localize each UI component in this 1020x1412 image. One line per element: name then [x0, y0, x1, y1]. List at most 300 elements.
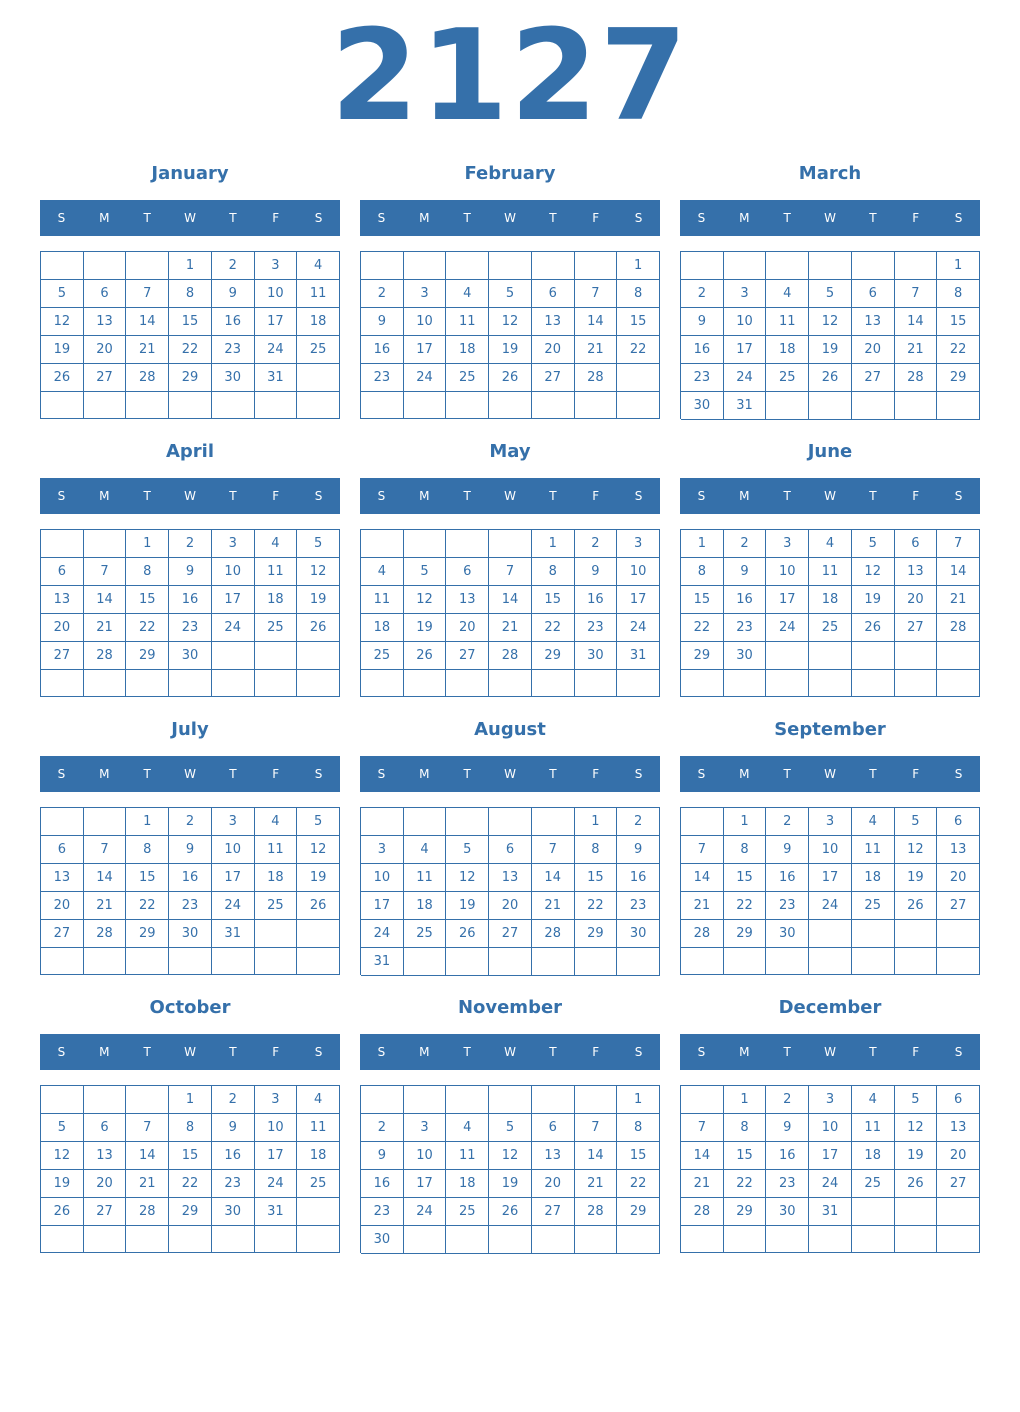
weekday-label: W	[824, 489, 836, 503]
month-june	[680, 440, 980, 700]
day-cell: 17	[809, 1142, 852, 1170]
day-cell: 6	[937, 808, 980, 836]
month-december	[680, 996, 980, 1256]
day-cell: 24	[809, 1170, 852, 1198]
day-cell: 15	[724, 864, 767, 892]
day-cell: 27	[937, 892, 980, 920]
day-cell: 28	[126, 364, 169, 392]
weekday-label: S	[634, 1045, 643, 1059]
day-cell: 15	[681, 586, 724, 614]
weekday-label: F	[272, 767, 280, 781]
day-cell: 4	[361, 558, 404, 586]
day-cell: 21	[681, 1170, 724, 1198]
empty-day-cell	[895, 392, 938, 420]
empty-day-cell	[575, 252, 618, 280]
day-cell: 9	[766, 836, 809, 864]
day-cell: 10	[809, 1114, 852, 1142]
empty-day-cell	[937, 948, 980, 975]
day-cell: 25	[446, 1198, 489, 1226]
day-cell: 26	[895, 1170, 938, 1198]
weekday-label: F	[272, 1045, 280, 1059]
day-cell: 12	[852, 558, 895, 586]
day-cell: 4	[297, 252, 340, 280]
weekday-header	[680, 756, 980, 792]
day-cell: 13	[489, 864, 532, 892]
day-cell: 21	[84, 614, 127, 642]
day-cell: 24	[255, 1170, 298, 1198]
day-cell: 30	[575, 642, 618, 670]
day-cell: 23	[361, 364, 404, 392]
weekday-label: T	[783, 767, 791, 781]
weekday-label: T	[229, 1045, 237, 1059]
day-cell: 30	[617, 920, 660, 948]
day-cell: 2	[766, 808, 809, 836]
empty-day-cell	[404, 808, 447, 836]
day-cell: 26	[852, 614, 895, 642]
weekday-label: M	[739, 489, 750, 503]
weekday-label: S	[697, 489, 706, 503]
empty-day-cell	[532, 670, 575, 697]
day-cell: 3	[361, 836, 404, 864]
day-cell: 21	[575, 1170, 618, 1198]
day-cell: 31	[255, 1198, 298, 1226]
day-cell: 27	[84, 364, 127, 392]
day-cell: 3	[724, 280, 767, 308]
day-cell: 29	[126, 920, 169, 948]
weekday-label: T	[229, 211, 237, 225]
day-cell: 14	[575, 1142, 618, 1170]
day-cell: 3	[212, 530, 255, 558]
empty-day-cell	[41, 530, 84, 558]
day-cell: 9	[212, 280, 255, 308]
empty-day-cell	[575, 392, 618, 419]
day-cell: 16	[766, 864, 809, 892]
day-cell: 26	[297, 892, 340, 920]
empty-day-cell	[297, 392, 340, 419]
weekday-header	[40, 200, 340, 236]
day-cell: 7	[126, 280, 169, 308]
empty-day-cell	[617, 364, 660, 392]
day-cell: 14	[895, 308, 938, 336]
empty-day-cell	[937, 920, 980, 948]
empty-day-cell	[297, 642, 340, 670]
day-cell: 12	[297, 836, 340, 864]
day-cell: 16	[361, 1170, 404, 1198]
day-cell: 8	[617, 1114, 660, 1142]
day-cell: 5	[895, 808, 938, 836]
weekday-label: M	[739, 211, 750, 225]
empty-day-cell	[489, 948, 532, 976]
day-cell: 24	[766, 614, 809, 642]
empty-day-cell	[852, 920, 895, 948]
weekday-label: S	[314, 489, 323, 503]
empty-day-cell	[361, 808, 404, 836]
day-cell: 12	[489, 1142, 532, 1170]
day-cell: 17	[404, 336, 447, 364]
day-cell: 17	[617, 586, 660, 614]
empty-day-cell	[575, 670, 618, 697]
weekday-label: T	[869, 767, 877, 781]
day-cell: 25	[297, 336, 340, 364]
day-cell: 17	[404, 1170, 447, 1198]
day-cell: 12	[809, 308, 852, 336]
empty-day-cell	[532, 1226, 575, 1254]
empty-day-cell	[895, 642, 938, 670]
weekday-header	[360, 756, 660, 792]
month-february	[360, 162, 660, 422]
day-cell: 16	[361, 336, 404, 364]
weekday-label: T	[869, 211, 877, 225]
empty-day-cell	[255, 948, 298, 975]
day-cell: 3	[404, 1114, 447, 1142]
month-name: December	[778, 997, 882, 1018]
weekday-label: S	[697, 1045, 706, 1059]
day-cell: 13	[41, 864, 84, 892]
day-cell: 14	[126, 308, 169, 336]
empty-day-cell	[446, 1226, 489, 1254]
empty-day-cell	[212, 642, 255, 670]
empty-day-cell	[212, 1226, 255, 1253]
month-name: June	[807, 441, 853, 462]
day-cell: 7	[937, 530, 980, 558]
empty-day-cell	[489, 670, 532, 697]
day-cell: 25	[809, 614, 852, 642]
day-cell: 31	[617, 642, 660, 670]
weekday-header	[360, 1034, 660, 1070]
day-cell: 11	[297, 280, 340, 308]
empty-day-cell	[41, 252, 84, 280]
day-cell: 19	[895, 864, 938, 892]
day-cell: 4	[297, 1086, 340, 1114]
day-cell: 20	[895, 586, 938, 614]
day-cell: 25	[255, 614, 298, 642]
empty-day-cell	[532, 392, 575, 419]
day-cell: 14	[126, 1142, 169, 1170]
empty-day-cell	[212, 670, 255, 697]
day-cell: 3	[809, 1086, 852, 1114]
day-cell: 1	[126, 808, 169, 836]
day-cell: 7	[575, 280, 618, 308]
day-cell: 3	[212, 808, 255, 836]
day-cell: 1	[532, 530, 575, 558]
day-cell: 5	[404, 558, 447, 586]
day-cell: 24	[404, 364, 447, 392]
empty-day-cell	[809, 1226, 852, 1253]
day-cell: 28	[575, 1198, 618, 1226]
month-name: January	[151, 163, 229, 184]
day-cell: 10	[809, 836, 852, 864]
day-cell: 6	[532, 1114, 575, 1142]
day-cell: 25	[852, 892, 895, 920]
empty-day-cell	[766, 670, 809, 697]
month-name: November	[457, 997, 563, 1018]
day-cell: 23	[724, 614, 767, 642]
empty-day-cell	[404, 530, 447, 558]
day-cell: 20	[41, 614, 84, 642]
day-cell: 27	[532, 364, 575, 392]
day-cell: 11	[404, 864, 447, 892]
weekday-label: T	[143, 489, 151, 503]
day-cell: 21	[532, 892, 575, 920]
empty-day-cell	[41, 948, 84, 975]
day-cell: 15	[532, 586, 575, 614]
empty-day-cell	[297, 1226, 340, 1253]
day-cell: 25	[446, 364, 489, 392]
day-cell: 8	[724, 836, 767, 864]
day-cell: 6	[84, 280, 127, 308]
empty-day-cell	[724, 948, 767, 975]
day-cell: 17	[212, 864, 255, 892]
weekday-label: S	[377, 211, 386, 225]
empty-day-cell	[937, 1198, 980, 1226]
day-cell: 4	[446, 280, 489, 308]
month-name: May	[489, 441, 531, 462]
day-cell: 19	[297, 864, 340, 892]
weekday-label: S	[314, 1045, 323, 1059]
weekday-header	[40, 478, 340, 514]
weekday-label: M	[99, 1045, 110, 1059]
day-cell: 26	[489, 1198, 532, 1226]
day-cell: 30	[169, 642, 212, 670]
weekday-label: F	[912, 211, 920, 225]
empty-day-cell	[404, 1086, 447, 1114]
day-cell: 27	[532, 1198, 575, 1226]
day-cell: 10	[724, 308, 767, 336]
day-cell: 28	[681, 920, 724, 948]
day-cell: 27	[852, 364, 895, 392]
day-cell: 8	[532, 558, 575, 586]
day-cell: 2	[169, 808, 212, 836]
empty-day-cell	[84, 530, 127, 558]
weekday-label: F	[912, 767, 920, 781]
empty-day-cell	[41, 392, 84, 419]
day-cell: 6	[489, 836, 532, 864]
day-cell: 26	[41, 364, 84, 392]
day-cell: 2	[361, 1114, 404, 1142]
empty-day-cell	[446, 1086, 489, 1114]
empty-day-cell	[404, 948, 447, 976]
day-cell: 11	[766, 308, 809, 336]
day-cell: 28	[681, 1198, 724, 1226]
weekday-label: M	[419, 767, 430, 781]
empty-day-cell	[809, 252, 852, 280]
empty-day-cell	[681, 948, 724, 975]
day-cell: 11	[255, 836, 298, 864]
day-grid	[680, 529, 980, 697]
day-cell: 8	[126, 558, 169, 586]
day-cell: 28	[895, 364, 938, 392]
empty-day-cell	[766, 252, 809, 280]
day-cell: 14	[532, 864, 575, 892]
day-cell: 22	[169, 1170, 212, 1198]
day-cell: 22	[724, 1170, 767, 1198]
day-cell: 28	[489, 642, 532, 670]
day-cell: 21	[84, 892, 127, 920]
weekday-label: S	[697, 767, 706, 781]
day-cell: 22	[575, 892, 618, 920]
empty-day-cell	[169, 1226, 212, 1253]
day-cell: 22	[126, 892, 169, 920]
day-cell: 27	[895, 614, 938, 642]
day-cell: 6	[446, 558, 489, 586]
day-cell: 11	[809, 558, 852, 586]
weekday-label: S	[954, 1045, 963, 1059]
day-cell: 17	[255, 308, 298, 336]
day-grid	[680, 1085, 980, 1253]
day-cell: 23	[575, 614, 618, 642]
day-cell: 14	[681, 1142, 724, 1170]
day-cell: 5	[489, 1114, 532, 1142]
weekday-label: T	[869, 489, 877, 503]
day-cell: 13	[937, 1114, 980, 1142]
day-cell: 5	[41, 1114, 84, 1142]
day-cell: 6	[852, 280, 895, 308]
day-cell: 5	[41, 280, 84, 308]
empty-day-cell	[446, 392, 489, 419]
weekday-label: S	[377, 489, 386, 503]
weekday-label: S	[954, 767, 963, 781]
weekday-label: M	[419, 211, 430, 225]
day-cell: 17	[724, 336, 767, 364]
day-cell: 9	[212, 1114, 255, 1142]
day-cell: 12	[446, 864, 489, 892]
weekday-label: T	[463, 489, 471, 503]
weekday-label: F	[272, 211, 280, 225]
month-april	[40, 440, 340, 700]
day-cell: 29	[532, 642, 575, 670]
weekday-label: W	[824, 211, 836, 225]
day-cell: 17	[212, 586, 255, 614]
empty-day-cell	[446, 808, 489, 836]
weekday-label: W	[184, 1045, 196, 1059]
day-cell: 14	[489, 586, 532, 614]
weekday-label: M	[419, 489, 430, 503]
weekday-label: F	[592, 489, 600, 503]
day-cell: 15	[126, 864, 169, 892]
weekday-label: M	[739, 1045, 750, 1059]
day-cell: 26	[489, 364, 532, 392]
empty-day-cell	[84, 670, 127, 697]
day-cell: 7	[489, 558, 532, 586]
empty-day-cell	[169, 392, 212, 419]
empty-day-cell	[446, 530, 489, 558]
day-cell: 7	[532, 836, 575, 864]
day-cell: 23	[169, 614, 212, 642]
day-cell: 31	[255, 364, 298, 392]
month-name: April	[165, 441, 215, 462]
weekday-label: S	[314, 211, 323, 225]
day-cell: 7	[681, 1114, 724, 1142]
empty-day-cell	[575, 1226, 618, 1254]
day-cell: 31	[724, 392, 767, 420]
empty-day-cell	[895, 920, 938, 948]
day-cell: 27	[446, 642, 489, 670]
weekday-label: W	[504, 767, 516, 781]
day-cell: 6	[41, 836, 84, 864]
day-cell: 24	[809, 892, 852, 920]
day-cell: 16	[724, 586, 767, 614]
day-cell: 9	[681, 308, 724, 336]
day-cell: 13	[895, 558, 938, 586]
weekday-label: T	[549, 489, 557, 503]
day-cell: 20	[84, 1170, 127, 1198]
empty-day-cell	[489, 1226, 532, 1254]
day-cell: 8	[126, 836, 169, 864]
weekday-label: W	[184, 489, 196, 503]
day-cell: 23	[766, 892, 809, 920]
empty-day-cell	[895, 948, 938, 975]
empty-day-cell	[766, 948, 809, 975]
weekday-header	[360, 200, 660, 236]
empty-day-cell	[446, 252, 489, 280]
day-cell: 28	[126, 1198, 169, 1226]
day-cell: 22	[617, 1170, 660, 1198]
day-cell: 27	[41, 920, 84, 948]
day-cell: 1	[169, 1086, 212, 1114]
day-cell: 24	[255, 336, 298, 364]
day-cell: 7	[895, 280, 938, 308]
day-cell: 20	[41, 892, 84, 920]
day-cell: 28	[532, 920, 575, 948]
day-cell: 29	[724, 920, 767, 948]
day-cell: 5	[297, 808, 340, 836]
day-cell: 23	[617, 892, 660, 920]
empty-day-cell	[852, 948, 895, 975]
day-cell: 26	[404, 642, 447, 670]
day-cell: 2	[212, 252, 255, 280]
day-grid	[680, 807, 980, 975]
empty-day-cell	[895, 1226, 938, 1253]
day-cell: 11	[255, 558, 298, 586]
day-cell: 23	[212, 1170, 255, 1198]
day-cell: 2	[681, 280, 724, 308]
empty-day-cell	[126, 252, 169, 280]
day-cell: 30	[766, 1198, 809, 1226]
day-cell: 15	[575, 864, 618, 892]
month-october	[40, 996, 340, 1256]
empty-day-cell	[681, 670, 724, 697]
day-cell: 1	[724, 808, 767, 836]
empty-day-cell	[809, 642, 852, 670]
day-cell: 10	[617, 558, 660, 586]
empty-day-cell	[617, 1226, 660, 1254]
day-cell: 31	[361, 948, 404, 976]
empty-day-cell	[84, 948, 127, 975]
year-title: 2127	[330, 2, 690, 149]
weekday-label: T	[143, 211, 151, 225]
day-cell: 8	[169, 1114, 212, 1142]
weekday-label: S	[634, 211, 643, 225]
day-cell: 16	[169, 586, 212, 614]
weekday-label: T	[463, 767, 471, 781]
day-cell: 10	[255, 1114, 298, 1142]
day-cell: 18	[852, 1142, 895, 1170]
day-cell: 2	[169, 530, 212, 558]
empty-day-cell	[895, 670, 938, 697]
empty-day-cell	[84, 1086, 127, 1114]
day-cell: 9	[169, 558, 212, 586]
day-cell: 19	[852, 586, 895, 614]
day-cell: 16	[212, 1142, 255, 1170]
weekday-label: T	[549, 767, 557, 781]
empty-day-cell	[532, 252, 575, 280]
day-cell: 20	[937, 864, 980, 892]
weekday-label: T	[143, 1045, 151, 1059]
day-cell: 19	[489, 336, 532, 364]
day-cell: 2	[212, 1086, 255, 1114]
day-cell: 10	[212, 836, 255, 864]
day-cell: 25	[404, 920, 447, 948]
